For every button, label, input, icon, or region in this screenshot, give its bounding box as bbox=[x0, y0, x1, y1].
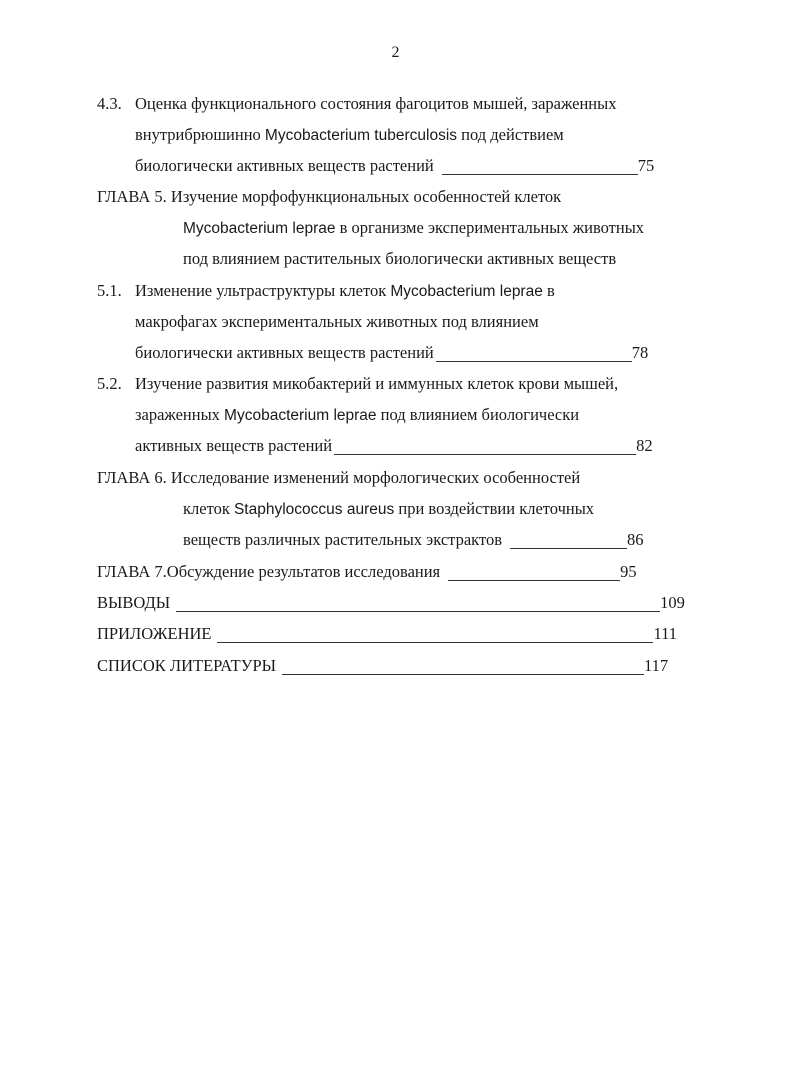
toc-chapter-5-line3 bbox=[183, 247, 616, 271]
toc-text: активных веществ растений bbox=[135, 436, 333, 455]
page-ref: 111 bbox=[653, 624, 678, 643]
toc-appendix bbox=[97, 622, 677, 646]
chapter-title: ГЛАВА 7.Обсуждение результатов исследования bbox=[97, 562, 441, 581]
toc-text: зараженных bbox=[135, 405, 225, 424]
toc-text: биологически активных веществ растений bbox=[135, 343, 434, 362]
toc-text: веществ различных растительных экстрактов bbox=[183, 530, 503, 549]
organism-name: Staphylococcus aureus bbox=[233, 501, 395, 518]
organism-name: Mycobacterium leprae bbox=[390, 283, 543, 300]
dot-leader bbox=[436, 344, 632, 362]
toc-text: под влиянием растительных биологически активных веществ bbox=[183, 249, 617, 268]
dot-leader bbox=[448, 563, 620, 581]
dot-leader bbox=[510, 531, 627, 549]
toc-entry-5-2-line1 bbox=[97, 372, 618, 396]
page-ref: 86 bbox=[627, 530, 644, 549]
page-ref: 109 bbox=[660, 593, 685, 612]
toc-conclusions bbox=[97, 591, 685, 615]
organism-name: Mycobacterium tuberculosis bbox=[264, 127, 458, 144]
page-ref: 117 bbox=[644, 656, 669, 675]
toc-entry-5-1-line2 bbox=[135, 310, 539, 334]
toc-text: Изучение развития микобактерий и иммунных клеток крови мышей, bbox=[135, 374, 619, 393]
dot-leader bbox=[282, 657, 644, 675]
toc-text: под влиянием биологически bbox=[376, 405, 580, 424]
toc-entry-4-3-line3 bbox=[135, 154, 654, 178]
toc-text: при воздействии клеточных bbox=[394, 499, 595, 518]
dot-leader bbox=[442, 157, 638, 175]
toc-text: в организме экспериментальных животных bbox=[335, 218, 645, 237]
section-number: 5.2. bbox=[97, 374, 122, 393]
toc-chapter-7 bbox=[97, 560, 637, 584]
chapter-title: ГЛАВА 5. Изучение морфофункциональных особенностей клеток bbox=[97, 187, 562, 206]
toc-text: Оценка функционального состояния фагоцитов мышей, зараженных bbox=[135, 94, 617, 113]
toc-text: Изменение ультраструктуры клеток bbox=[135, 281, 391, 300]
toc-text: в bbox=[542, 281, 555, 300]
toc-chapter-5-line1 bbox=[97, 185, 561, 209]
toc-text: макрофагах экспериментальных животных под влиянием bbox=[135, 312, 539, 331]
toc-text: биологически активных веществ растений bbox=[135, 156, 434, 175]
toc-chapter-6-line3 bbox=[183, 528, 644, 552]
toc-chapter-5-line2 bbox=[183, 216, 644, 240]
organism-name: Mycobacterium leprae bbox=[224, 407, 377, 424]
section-number: 4.3. bbox=[97, 94, 122, 113]
dot-leader bbox=[176, 594, 660, 612]
dot-leader bbox=[334, 437, 636, 455]
toc-entry-5-2-line2 bbox=[135, 403, 579, 427]
page-ref: 75 bbox=[637, 156, 655, 175]
dot-leader bbox=[217, 625, 653, 643]
toc-entry-4-3-line2 bbox=[135, 123, 564, 147]
page-ref: 82 bbox=[636, 436, 653, 455]
toc-text: под действием bbox=[457, 125, 564, 144]
toc-text: клеток bbox=[183, 499, 234, 518]
section-number: 5.1. bbox=[97, 281, 122, 300]
organism-name: Mycobacterium leprae bbox=[183, 220, 336, 237]
toc-chapter-6-line2 bbox=[183, 497, 594, 521]
page-number: 2 bbox=[391, 44, 400, 61]
toc-entry-5-2-line3 bbox=[135, 434, 653, 458]
page-ref: 78 bbox=[631, 343, 649, 362]
section-title: СПИСОК ЛИТЕРАТУРЫ bbox=[97, 656, 277, 675]
section-title: ВЫВОДЫ bbox=[97, 593, 171, 612]
toc-references bbox=[97, 654, 668, 678]
section-title: ПРИЛОЖЕНИЕ bbox=[97, 624, 212, 643]
toc-entry-5-1-line1 bbox=[97, 279, 555, 303]
toc-text: внутрибрюшинно bbox=[135, 125, 265, 144]
toc-entry-4-3-line1 bbox=[97, 92, 616, 116]
chapter-title: ГЛАВА 6. Исследование изменений морфологических особенностей bbox=[97, 468, 581, 487]
toc-entry-5-1-line3 bbox=[135, 341, 648, 365]
page-ref: 95 bbox=[620, 562, 637, 581]
toc-chapter-6-line1 bbox=[97, 466, 580, 490]
